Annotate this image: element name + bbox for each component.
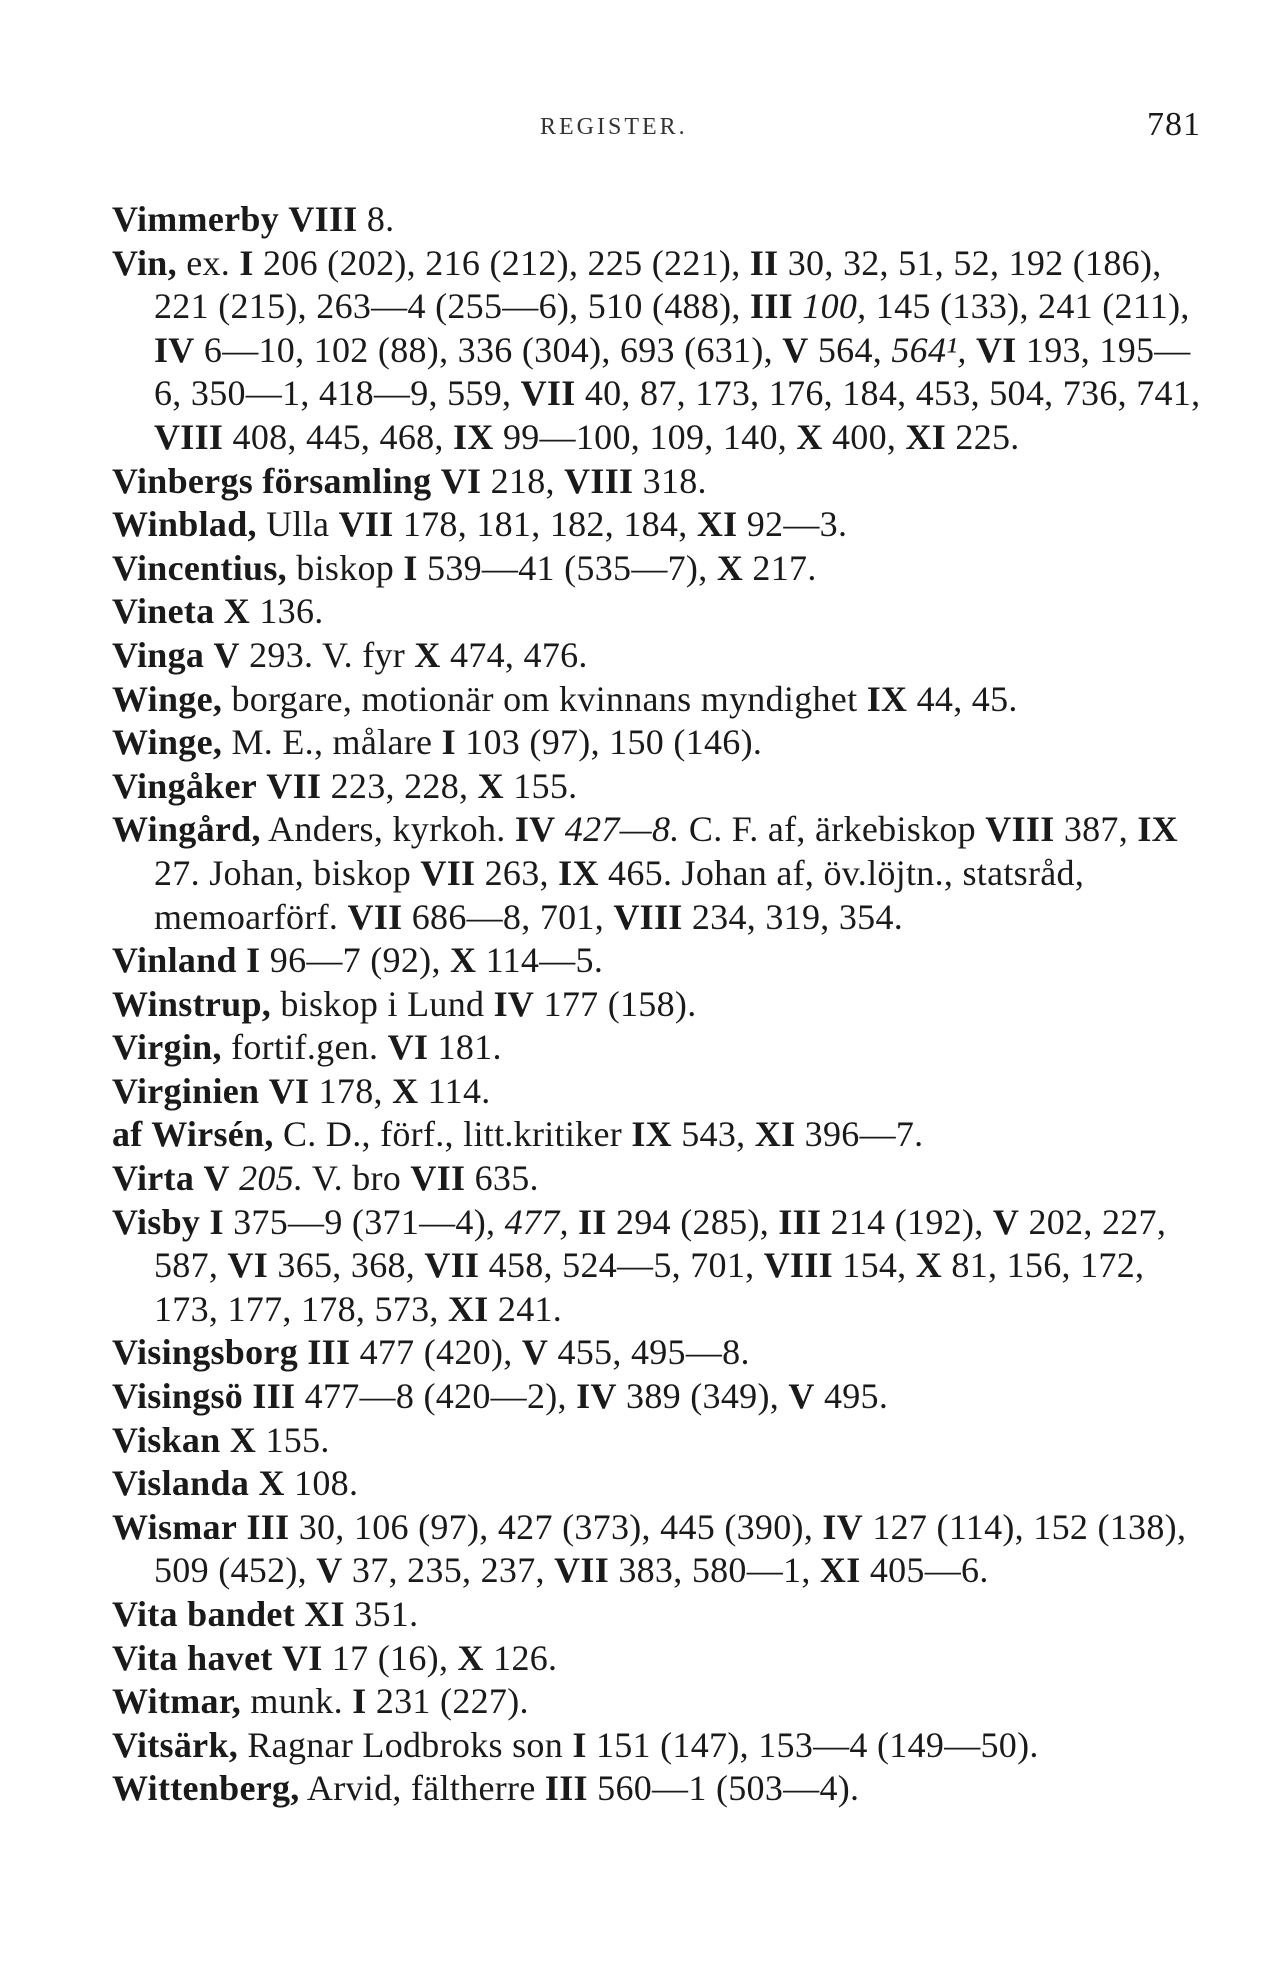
page-refs: 30, 32, 51, 52, 192 (186), 221 (215), 263—4 (255—6), 510 (488), bbox=[154, 242, 1162, 327]
volume-ref: XI bbox=[448, 1288, 489, 1329]
volume-ref: VII bbox=[420, 852, 476, 893]
volume-ref: V bbox=[521, 1332, 549, 1373]
volume-ref: V bbox=[782, 329, 809, 370]
page-refs: biskop i Lund bbox=[271, 983, 494, 1024]
entry-heading: Vita bandet bbox=[112, 1594, 295, 1634]
volume-ref: XI bbox=[304, 1594, 345, 1634]
volume-ref: XI bbox=[696, 504, 738, 545]
page-refs: 231 (227). bbox=[366, 1681, 529, 1722]
page-refs: 17 (16), bbox=[322, 1637, 458, 1678]
page-refs: ex. bbox=[176, 242, 240, 283]
volume-ref: VIII bbox=[288, 199, 358, 239]
volume-ref: VI bbox=[281, 1637, 323, 1678]
entry-heading: Winge, bbox=[112, 678, 223, 719]
page-refs: 635. bbox=[465, 1158, 539, 1199]
volume-ref: VII bbox=[338, 504, 394, 545]
page-number: 781 bbox=[1147, 106, 1201, 143]
page-refs: 178, 181, 182, 184, bbox=[393, 504, 697, 545]
index-entry bbox=[112, 1593, 1210, 1637]
entry-heading: Winblad, bbox=[112, 504, 257, 545]
entry-heading: Vincentius, bbox=[112, 547, 287, 588]
page-refs: munk. bbox=[241, 1681, 353, 1722]
volume-ref: VII bbox=[554, 1550, 610, 1591]
entry-heading: Visingsö bbox=[112, 1376, 244, 1417]
page-refs: Arvid, fältherre bbox=[299, 1768, 545, 1809]
volume-ref: I bbox=[246, 940, 261, 981]
page-refs bbox=[793, 286, 802, 326]
volume-ref: V bbox=[316, 1550, 343, 1591]
page-refs: 108. bbox=[284, 1463, 359, 1504]
volume-ref: III bbox=[307, 1332, 351, 1373]
page-refs: 181. bbox=[428, 1027, 502, 1068]
page-refs bbox=[230, 1158, 239, 1198]
page-refs: 564, bbox=[808, 329, 892, 370]
volume-ref: IX bbox=[631, 1114, 672, 1155]
index-entry bbox=[112, 547, 1210, 591]
page-refs: V. bro bbox=[303, 1158, 411, 1199]
page-refs: borgare, motionär om kvinnans myndighet bbox=[222, 678, 867, 719]
volume-ref: XI bbox=[819, 1550, 861, 1591]
page-refs: 294 (285), bbox=[606, 1201, 779, 1242]
volume-ref: X bbox=[392, 1070, 419, 1111]
volume-ref: IV bbox=[514, 809, 556, 850]
index-entry bbox=[112, 1375, 1210, 1419]
volume-ref: VIII bbox=[985, 809, 1055, 850]
volume-ref: I bbox=[239, 242, 254, 283]
page-refs: 114. bbox=[418, 1070, 491, 1111]
page-refs: 458, 524—5, 701, bbox=[479, 1245, 764, 1286]
italic-page-ref: 477, bbox=[504, 1201, 569, 1242]
page-refs: 8. bbox=[357, 199, 395, 239]
volume-ref: IV bbox=[154, 329, 195, 370]
page-refs: 217. bbox=[743, 547, 817, 588]
entry-heading: Visby bbox=[112, 1201, 201, 1242]
index-entry bbox=[112, 1331, 1210, 1375]
entry-heading: Vineta bbox=[112, 591, 215, 632]
volume-ref: X bbox=[716, 547, 744, 588]
page-refs: 155. bbox=[503, 765, 578, 806]
index-entry bbox=[112, 1724, 1210, 1768]
page-refs: 206 (202), 216 (212), 225 (221), bbox=[253, 242, 750, 283]
page-refs: 127 (114), 152 (138), 509 (452), bbox=[154, 1506, 1187, 1591]
page-refs bbox=[555, 809, 564, 849]
volume-ref: VI bbox=[440, 460, 482, 501]
entry-heading: Virginien bbox=[112, 1070, 260, 1111]
entry-heading: Winstrup, bbox=[112, 983, 272, 1024]
volume-ref: I bbox=[403, 547, 418, 588]
page-refs: 387, bbox=[1054, 809, 1138, 850]
volume-ref: I bbox=[441, 722, 456, 763]
index-entry bbox=[112, 634, 1210, 678]
page-refs: 477 (420), bbox=[350, 1332, 522, 1373]
page-refs bbox=[569, 1202, 578, 1242]
page-refs: C. D., förf., litt.kritiker bbox=[273, 1114, 632, 1155]
index-entry bbox=[112, 503, 1210, 547]
page-refs: 405—6. bbox=[860, 1550, 989, 1591]
index-entry bbox=[112, 765, 1210, 809]
index-entry bbox=[112, 1680, 1210, 1724]
page-refs: 96—7 (92), bbox=[260, 940, 451, 981]
volume-ref: VI bbox=[227, 1245, 269, 1286]
page-refs: C. F. af, ärkebiskop bbox=[679, 809, 986, 850]
volume-ref: X bbox=[450, 940, 477, 981]
volume-ref: VII bbox=[410, 1158, 466, 1199]
page-refs: 214 (192), bbox=[821, 1201, 993, 1242]
entry-heading: Vita havet bbox=[112, 1637, 273, 1678]
volume-ref: VI bbox=[975, 329, 1017, 370]
index-entry bbox=[112, 1113, 1210, 1157]
volume-ref: X bbox=[414, 634, 441, 675]
volume-ref: II bbox=[749, 242, 779, 283]
page-refs: 389 (349), bbox=[616, 1376, 789, 1417]
volume-ref: IV bbox=[576, 1376, 617, 1417]
volume-ref: VII bbox=[520, 373, 576, 414]
volume-ref: IV bbox=[493, 983, 535, 1024]
page-refs bbox=[967, 330, 976, 370]
page-refs: 114—5. bbox=[476, 940, 604, 981]
page-refs: 495. bbox=[814, 1376, 889, 1417]
page-refs: 465. Johan af, öv.löjtn., statsråd, memoarförf. bbox=[154, 852, 1085, 937]
page-refs: 81, 156, 172, 173, 177, 178, 573, bbox=[154, 1245, 1145, 1329]
page-refs: 126. bbox=[483, 1637, 558, 1678]
entry-heading: Viskan bbox=[112, 1419, 221, 1460]
index-entry bbox=[112, 1767, 1210, 1811]
volume-ref: III bbox=[544, 1768, 588, 1809]
page-refs: 408, 445, 468, bbox=[223, 416, 454, 457]
page-refs: 318. bbox=[633, 460, 707, 501]
volume-ref: VIII bbox=[564, 460, 634, 501]
page-refs: fortif.gen. bbox=[221, 1027, 388, 1068]
page-refs: biskop bbox=[287, 547, 404, 588]
entry-heading: Vimmerby bbox=[112, 199, 280, 239]
page-refs: 400, bbox=[822, 416, 906, 457]
index-entry bbox=[112, 1637, 1210, 1681]
page-refs: 375—9 (371—4), bbox=[223, 1201, 505, 1242]
volume-ref: XI bbox=[905, 416, 947, 457]
italic-page-ref: 564¹, bbox=[891, 329, 967, 370]
volume-ref: X bbox=[223, 591, 251, 632]
page-refs: 99—100, 109, 140, bbox=[493, 416, 797, 457]
volume-ref: V bbox=[203, 1158, 230, 1199]
entry-heading: Witmar, bbox=[112, 1681, 242, 1722]
page-refs: 474, 476. bbox=[440, 634, 588, 675]
entry-heading: Vingåker bbox=[112, 765, 258, 806]
index-entry bbox=[112, 1462, 1210, 1506]
page-refs: 151 (147), 153—4 (149—50). bbox=[586, 1724, 1039, 1765]
volume-ref: I bbox=[572, 1724, 587, 1765]
index-entry bbox=[112, 808, 1210, 939]
index-entry bbox=[112, 242, 1210, 460]
volume-ref: X bbox=[915, 1245, 943, 1286]
volume-ref: VI bbox=[387, 1027, 429, 1068]
page-refs: M. E., målare bbox=[222, 722, 442, 763]
entry-heading: Vislanda bbox=[112, 1463, 250, 1504]
volume-ref: II bbox=[578, 1201, 607, 1242]
page-refs: 686—8, 701, bbox=[402, 896, 614, 937]
page-refs: 218, bbox=[481, 460, 565, 501]
page-refs: 6—10, 102 (88), 336 (304), 693 (631), bbox=[194, 329, 783, 370]
volume-ref: VI bbox=[268, 1070, 310, 1111]
entry-heading: Wismar bbox=[112, 1506, 238, 1547]
page-refs: 234, 319, 354. bbox=[682, 896, 904, 937]
volume-ref: VIII bbox=[613, 896, 683, 937]
page-refs: 27. Johan, biskop bbox=[154, 852, 421, 893]
entry-heading: Vinga bbox=[112, 634, 205, 675]
volume-ref: V bbox=[992, 1201, 1020, 1242]
page-refs: 455, 495—8. bbox=[548, 1332, 750, 1373]
volume-ref: X bbox=[477, 765, 504, 806]
volume-ref: III bbox=[778, 1201, 822, 1242]
volume-ref: XI bbox=[754, 1114, 796, 1155]
page-refs: 92—3. bbox=[737, 504, 848, 545]
index-entry bbox=[112, 678, 1210, 722]
volume-ref: X bbox=[457, 1637, 484, 1678]
page-refs: 37, 235, 237, bbox=[342, 1550, 555, 1591]
entry-heading: Wittenberg, bbox=[112, 1768, 300, 1809]
volume-ref: VII bbox=[424, 1245, 480, 1286]
page-refs: 543, bbox=[671, 1114, 755, 1155]
entry-heading: Vinland bbox=[112, 940, 237, 981]
index-entry bbox=[112, 1157, 1210, 1201]
volume-ref: III bbox=[252, 1376, 296, 1417]
page-refs: 154, bbox=[832, 1245, 916, 1286]
entry-heading: af Wirsén, bbox=[112, 1114, 274, 1155]
page-refs: 396—7. bbox=[795, 1114, 924, 1155]
index-entry bbox=[112, 198, 1210, 242]
volume-ref: III bbox=[750, 286, 793, 327]
page-refs: 263, bbox=[475, 852, 559, 893]
entry-heading: Wingård, bbox=[112, 809, 261, 850]
volume-ref: VII bbox=[347, 896, 403, 937]
volume-ref: IX bbox=[866, 678, 908, 719]
page-refs: 178, bbox=[309, 1070, 393, 1111]
index-entry bbox=[112, 1201, 1210, 1332]
volume-ref: IX bbox=[453, 416, 494, 457]
volume-ref: VII bbox=[266, 765, 322, 806]
page-refs: 30, 106 (97), 427 (373), 445 (390), bbox=[289, 1506, 823, 1547]
page-refs: 351. bbox=[344, 1594, 419, 1634]
index-list bbox=[112, 198, 1210, 1811]
entry-heading: Vin, bbox=[112, 242, 177, 283]
page-refs: 383, 580—1, bbox=[609, 1550, 820, 1591]
page-refs: 225. bbox=[946, 416, 1020, 457]
page-refs: Ulla bbox=[256, 504, 339, 545]
italic-page-ref: 205. bbox=[239, 1158, 304, 1199]
index-entry bbox=[112, 590, 1210, 634]
page-refs: 155. bbox=[256, 1419, 330, 1460]
page-refs: 202, 227, 587, bbox=[154, 1201, 1167, 1286]
volume-ref: X bbox=[796, 416, 823, 457]
page-refs: 40, 87, 173, 176, 184, 453, 504, 736, 741, bbox=[575, 373, 1201, 414]
volume-ref: VIII bbox=[763, 1245, 833, 1286]
page-refs: Ragnar Lodbroks son bbox=[238, 1724, 573, 1765]
italic-page-ref: 100, bbox=[802, 286, 867, 327]
page-refs: 44, 45. bbox=[907, 678, 1018, 719]
entry-heading: Visingsborg bbox=[112, 1332, 299, 1373]
volume-ref: V bbox=[213, 634, 240, 675]
volume-ref: I bbox=[352, 1681, 367, 1722]
index-entry bbox=[112, 1419, 1210, 1463]
index-entry bbox=[112, 460, 1210, 504]
entry-heading: Vinbergs församling bbox=[112, 460, 432, 501]
index-entry bbox=[112, 983, 1210, 1027]
index-entry bbox=[112, 1506, 1210, 1593]
volume-ref: VIII bbox=[154, 416, 224, 457]
index-entry bbox=[112, 1070, 1210, 1114]
index-entry bbox=[112, 939, 1210, 983]
page-refs: 560—1 (503—4). bbox=[587, 1768, 860, 1809]
entry-heading: Virta bbox=[112, 1158, 195, 1199]
entry-heading: Virgin, bbox=[112, 1027, 222, 1068]
page-refs: 223, 228, bbox=[321, 765, 478, 806]
volume-ref: IX bbox=[1137, 809, 1178, 850]
italic-page-ref: 427—8. bbox=[564, 809, 680, 850]
volume-ref: X bbox=[258, 1463, 285, 1504]
index-entry bbox=[112, 1026, 1210, 1070]
entry-heading: Vitsärk, bbox=[112, 1724, 239, 1765]
page-refs: Anders, kyrkoh. bbox=[260, 809, 515, 850]
page-refs: 193, 195—6, 350—1, 418—9, 559, bbox=[154, 329, 1191, 414]
volume-ref: IX bbox=[558, 852, 599, 893]
index-entry bbox=[112, 721, 1210, 765]
volume-ref: I bbox=[209, 1201, 224, 1242]
page-refs: 293. V. fyr bbox=[239, 634, 415, 675]
page-refs: 177 (158). bbox=[534, 983, 697, 1024]
page-refs: 241. bbox=[488, 1288, 563, 1329]
page-refs: 136. bbox=[250, 591, 324, 632]
volume-ref: V bbox=[788, 1376, 815, 1417]
page-refs: 365, 368, bbox=[268, 1245, 425, 1286]
volume-ref: III bbox=[246, 1506, 290, 1547]
page-refs: 477—8 (420—2), bbox=[295, 1376, 577, 1417]
page-refs: 145 (133), 241 (211), bbox=[866, 286, 1190, 327]
running-head: REGISTER. bbox=[540, 114, 688, 140]
entry-heading: Winge, bbox=[112, 722, 223, 763]
volume-ref: X bbox=[229, 1419, 257, 1460]
page-refs: 539—41 (535—7), bbox=[417, 547, 717, 588]
page-refs: 103 (97), 150 (146). bbox=[455, 722, 763, 763]
volume-ref: IV bbox=[822, 1506, 864, 1547]
